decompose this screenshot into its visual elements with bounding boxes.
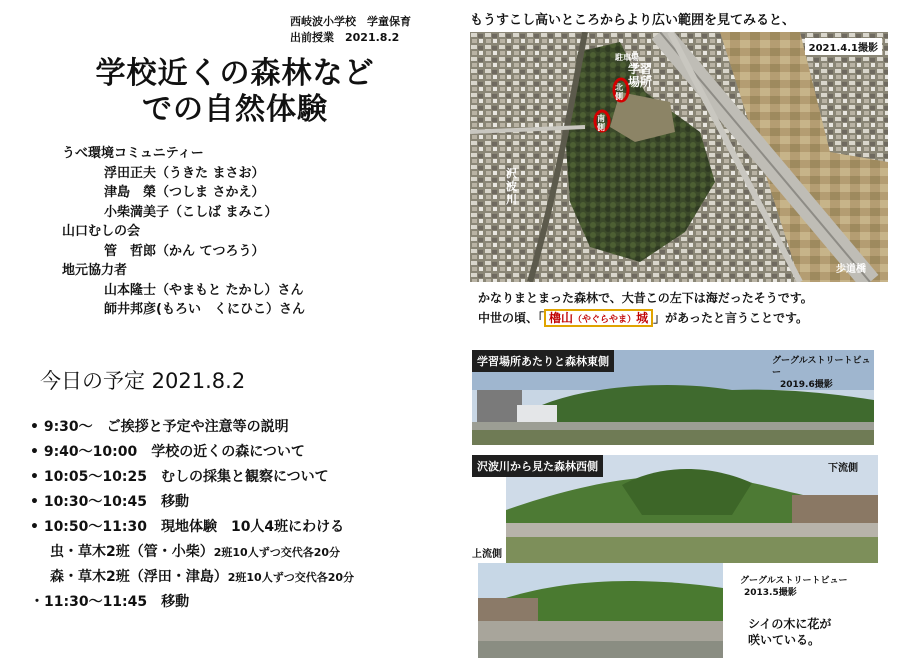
photo-3-caption [748, 616, 831, 648]
photo-1-label: 学習場所あたりと森林東側 [472, 350, 614, 372]
castle-name-b: 城 [636, 311, 649, 325]
page-title [90, 56, 380, 128]
member: 津島 榮（つしま さかえ） [104, 185, 265, 200]
parking-label: 駐車場 [615, 53, 639, 62]
subitem-main: 森・草木2班（浮田・津島） [50, 569, 228, 585]
streetview-photo-2 [472, 455, 878, 563]
school-line-1: 西岐波小学校 学童保育 [290, 15, 411, 28]
group-heading: 山口むしの会 [62, 224, 141, 239]
photo-3-note [740, 575, 847, 599]
subitem-note: 2班10人ずつ交代各20分 [213, 546, 341, 559]
schedule-subitem [30, 565, 354, 590]
schedule-title: 今日の予定 2021.8.2 [40, 369, 246, 393]
photo-1-source: グーグルストリートビュー [772, 356, 871, 378]
schedule-item: • 9:40～10:00 学校の近くの森について [30, 444, 305, 460]
group-heading: うべ環境コミュニティー [62, 146, 204, 161]
castle-name [544, 309, 653, 327]
caption-line-2: 中世の頃、「 櫓山（やぐらやま）城 」があったと言うことです。 [478, 311, 809, 325]
photo-1-date: 2019.6撮影 [780, 380, 833, 390]
group-heading: 地元協力者 [62, 263, 128, 278]
schedule-list [30, 415, 354, 615]
caption-post: があったと言うことです。 [665, 311, 809, 325]
people-list [62, 144, 305, 320]
photo-3-caption-line-2: 咲いている。 [748, 633, 821, 647]
member: 管 哲郎（かん てつろう） [104, 243, 265, 259]
photo-2-label: 沢波川から見た森林西側 [472, 455, 603, 477]
schedule-item: • 10:30～10:45 移動 [30, 494, 189, 510]
photo-3-image [478, 563, 723, 658]
aerial-caption-top: もうすこし高いところからより広い範囲を見てみると、 [470, 13, 796, 28]
bridge-label: 歩道橋 [836, 264, 866, 275]
aerial-photo [470, 32, 888, 282]
member: 師井邦彦(もろい くにひこ）さん [104, 302, 305, 317]
caption-pre: 中世の頃、 [478, 311, 539, 325]
aerial-date-label: 2021.4.1撮影 [805, 38, 882, 55]
streetview-photo-1 [472, 350, 874, 445]
member: 山本隆士（やまもと たかし）さん [104, 282, 304, 298]
member: 浮田正夫（うきた まさお） [104, 165, 265, 181]
streetview-photo-3 [478, 563, 723, 658]
schedule-item: ・11:30～11:45 移動 [30, 594, 190, 610]
subitem-main: 虫・草木2班（管・小柴） [50, 544, 214, 560]
downstream-label: 下流側 [828, 463, 858, 474]
school-line-2: 出前授業 2021.8.2 [290, 31, 400, 44]
title-line-1: 学校近くの森林など [95, 56, 375, 91]
schedule-subitem [30, 540, 354, 565]
castle-name-a: 櫓山 [549, 311, 574, 325]
south-label: 南側 [597, 114, 605, 132]
subitem-note: 2班10人ずつ交代各20分 [227, 571, 355, 584]
north-label: 北側 [615, 83, 623, 101]
caption-line-1: かなりまとまった森林で、大昔この左下は海だったそうです。 [478, 291, 813, 305]
photo-3-date: 2013.5撮影 [744, 588, 797, 598]
photo-3-caption-line-1: シイの木に花が [748, 617, 832, 631]
photo-1-note [772, 355, 874, 391]
schedule-item: • 10:05～10:25 むしの採集と観察について [30, 469, 329, 485]
member: 小柴満美子（こしば まみこ） [104, 204, 278, 220]
aerial-caption [478, 288, 813, 330]
upstream-label: 上流側 [472, 549, 502, 560]
photo-3-source: グーグルストリートビュー [740, 576, 848, 586]
school-info [290, 14, 411, 46]
title-line-2: での自然体験 [142, 92, 328, 127]
aerial-map-image [470, 32, 888, 282]
schedule-item: • 9:30～ ご挨拶と予定や注意等の説明 [30, 419, 289, 435]
schedule-item: • 10:50～11:30 現地体験 10人4班にわける [30, 519, 345, 535]
castle-reading: （やぐらやま） [573, 315, 637, 325]
river-label: 沢波川 [506, 167, 517, 206]
study-area-label: 学習場所 [628, 62, 653, 89]
